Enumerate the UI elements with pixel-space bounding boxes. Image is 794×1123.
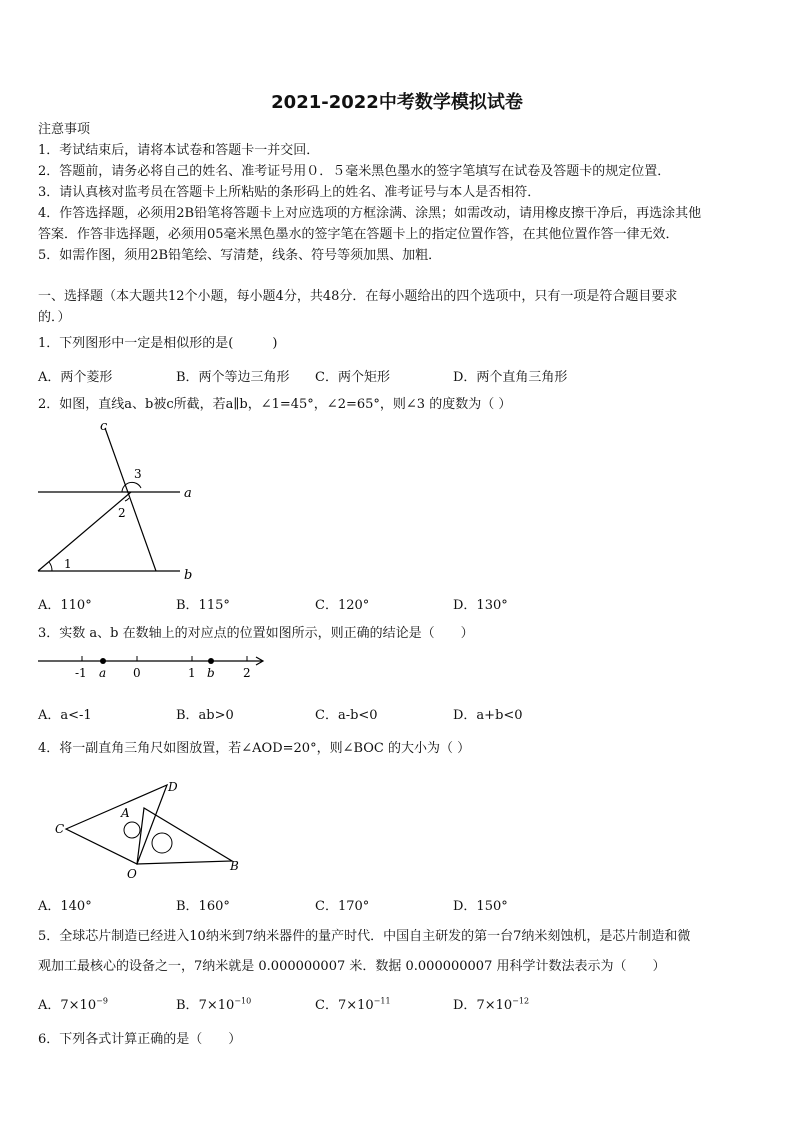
tick-b: b xyxy=(207,666,215,680)
q5-option-d-label: D． xyxy=(453,998,477,1013)
tick-2: 2 xyxy=(243,666,251,680)
page-title: 2021-2022中考数学模拟试卷 xyxy=(271,92,523,113)
q1-stem: 1．下列图形中一定是相似形的是( ) xyxy=(38,336,278,351)
q3-option-b[interactable]: B．ab>0 xyxy=(176,708,234,723)
q1-option-b[interactable]: B．两个等边三角形 xyxy=(176,370,290,385)
label-angle3: 3 xyxy=(134,467,142,481)
q3-option-d[interactable]: D．a+b<0 xyxy=(453,708,523,723)
notice-item-1: 1．考试结束后，请将本试卷和答题卡一并交回． xyxy=(38,143,320,158)
q4-option-d[interactable]: D．150° xyxy=(453,899,508,914)
triangle-cdo xyxy=(66,785,167,864)
tick-0: 0 xyxy=(133,666,141,680)
q3-number-line xyxy=(34,650,274,684)
triangle-aob xyxy=(137,808,232,864)
notice-item-4: 4．作答选择题，必须用2B铅笔将答题卡上对应选项的方框涂满、涂黑；如需改动，请用橡皮擦干净后，再选涂其他 xyxy=(38,206,702,221)
q5-stem-cont: 观加工最核心的设备之一，7纳米就是 0.000000007 米．数据 0.000000007 用科学计数法表示为（ ） xyxy=(38,959,666,974)
q5-option-c-exp: −11 xyxy=(373,996,391,1006)
q3-stem: 3．实数 a、b 在数轴上的对应点的位置如图所示，则正确的结论是（ ） xyxy=(38,626,474,641)
label-D: D xyxy=(168,780,178,794)
q5-option-c-base: 7×10 xyxy=(337,998,374,1013)
notice-item-2: 2．答题前，请务必将自己的姓名、准考证号用０．５毫米黑色墨水的签字笔填写在试卷及答题卡的规定位置． xyxy=(38,164,671,179)
q5-option-d[interactable] xyxy=(453,994,529,1013)
q4-option-b[interactable]: B．160° xyxy=(176,899,230,914)
q5-option-a-base: 7×10 xyxy=(60,998,97,1013)
q2-option-b[interactable]: B．115° xyxy=(176,598,230,613)
q5-option-d-exp: −12 xyxy=(512,996,530,1006)
label-angle1: 1 xyxy=(64,557,72,571)
label-B: B xyxy=(230,859,239,873)
q5-option-c[interactable] xyxy=(315,994,391,1013)
q4-option-a[interactable]: A．140° xyxy=(38,899,92,914)
q4-figure xyxy=(50,775,250,883)
q5-option-b[interactable] xyxy=(176,994,251,1013)
q1-option-c[interactable]: C．两个矩形 xyxy=(315,370,390,385)
q5-option-b-base: 7×10 xyxy=(198,998,235,1013)
notice-heading: 注意事项 xyxy=(38,122,91,137)
label-angle2: 2 xyxy=(118,506,126,520)
angle1-arc xyxy=(49,562,52,571)
q5-stem: 5．全球芯片制造已经进入10纳米到7纳米器件的量产时代．中国自主研发的第一台7纳米刻蚀机，是芯片制造和微 xyxy=(38,929,691,944)
section-heading: 一、选择题（本大题共12个小题，每小题4分，共48分．在每小题给出的四个选项中，只有一项是符合题目要求 xyxy=(38,289,678,304)
q5-option-d-base: 7×10 xyxy=(476,998,513,1013)
angle2-arc xyxy=(125,498,129,501)
q2-figure xyxy=(30,418,210,588)
label-c: c xyxy=(100,419,108,434)
transversal xyxy=(38,492,131,571)
tick-neg1: -1 xyxy=(75,666,87,680)
point-b xyxy=(208,658,214,664)
hole-1 xyxy=(124,822,140,838)
label-A: A xyxy=(121,806,130,820)
q5-option-a[interactable] xyxy=(38,994,108,1013)
tick-a: a xyxy=(99,666,107,680)
point-a xyxy=(100,658,106,664)
q5-option-a-exp: −9 xyxy=(96,996,108,1006)
q3-option-a[interactable]: A．a<-1 xyxy=(38,708,92,723)
label-O: O xyxy=(127,867,137,881)
q2-option-a[interactable]: A．110° xyxy=(38,598,92,613)
section-heading-cont: 的．） xyxy=(38,310,71,325)
q3-option-c[interactable]: C．a-b<0 xyxy=(315,708,378,723)
q2-option-d[interactable]: D．130° xyxy=(453,598,508,613)
label-C: C xyxy=(55,822,65,836)
q4-stem: 4．将一副直角三角尺如图放置，若∠AOD=20°，则∠BOC 的大小为（ ） xyxy=(38,741,471,756)
hole-2 xyxy=(152,833,172,853)
q4-option-c[interactable]: C．170° xyxy=(315,899,370,914)
q5-option-b-exp: −10 xyxy=(234,996,252,1006)
q1-option-d[interactable]: D．两个直角三角形 xyxy=(453,370,568,385)
q2-stem: 2．如图，直线a、b被c所截，若a∥b，∠1=45°，∠2=65°，则∠3 的度数为（ ） xyxy=(38,397,512,412)
notice-item-4-cont: 答案．作答非选择题，必须用05毫米黑色墨水的签字笔在答题卡上的指定位置作答，在其他位置作答一律无效． xyxy=(38,227,679,242)
line-c xyxy=(105,428,156,571)
q2-option-c[interactable]: C．120° xyxy=(315,598,370,613)
q5-option-a-label: A． xyxy=(38,998,61,1013)
label-a: a xyxy=(184,486,192,501)
q5-option-c-label: C． xyxy=(315,998,338,1013)
tick-1: 1 xyxy=(188,666,196,680)
notice-item-3: 3．请认真核对监考员在答题卡上所粘贴的条形码上的姓名、准考证号与本人是否相符． xyxy=(38,185,541,200)
label-b: b xyxy=(184,568,193,583)
q6-stem: 6．下列各式计算正确的是（ ） xyxy=(38,1032,242,1047)
q1-option-a[interactable]: A．两个菱形 xyxy=(38,370,113,385)
notice-item-5: 5．如需作图，须用2B铅笔绘、写清楚，线条、符号等须加黑、加粗． xyxy=(38,248,442,263)
q5-option-b-label: B． xyxy=(176,998,199,1013)
